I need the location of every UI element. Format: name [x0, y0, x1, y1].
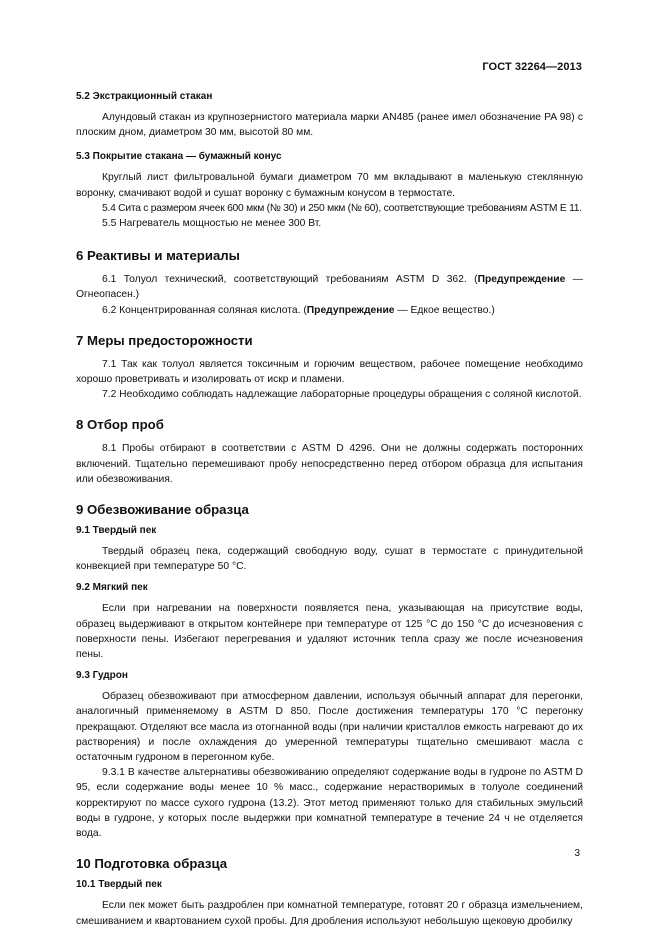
paragraph [76, 303, 583, 318]
heading-10-1: 10.1 Твердый пек [76, 879, 162, 891]
paragraph: 8.1 Пробы отбирают в соответствии с ASTM D 4296. Они не должны содержать посторонних включений. Тщательно перемешивают пробу непосредственно перед отбором образца для испытания или обезвоживания. [76, 443, 583, 485]
text: 6.1 Толуол технический, соответствующий требованиям ASTM D 362. ( [102, 274, 478, 286]
heading-9-3: 9.3 Гудрон [76, 670, 128, 682]
heading-9-2: 9.2 Мягкий пек [76, 582, 148, 594]
text: — Едкое вещество.) [394, 304, 495, 316]
section-5-3 [76, 150, 583, 231]
section-8 [76, 417, 583, 487]
paragraph: Образец обезвоживают при атмосферном давлении, используя обычный аппарат для перегонки, аналогичный применяемому в ASTM D 850. После достижения температуры 170 °C перегонку прекращают. Отделяют все масла из отогнанной воды (при наличии кристаллов емкость нагревают до их растворения) и после охлаждения до умеренной температуры тщательно смешивают масла с остаточным гудроном в перегонном кубе. [76, 691, 583, 764]
section-7 [76, 333, 583, 403]
paragraph: 5.4 Сита с размером ячеек 600 мкм (№ 30) и 250 мкм (№ 60), соответствующие требованиям ASTM E 11. [102, 202, 582, 214]
document-code: ГОСТ 32264—2013 [482, 61, 582, 73]
text: — Огнеопасен.) [76, 274, 583, 301]
page-content [76, 90, 583, 929]
paragraph: Алундовый стакан из крупнозернистого материала марки AN485 (ранее имел обозначение PA 98) с плоским дном, диаметром 30 мм, высотой 80 мм. [76, 112, 583, 139]
heading-9-1: 9.1 Твердый пек [76, 525, 157, 537]
paragraph: 5.5 Нагреватель мощностью не менее 300 Вт. [102, 218, 322, 230]
text: 6.2 Концентрированная соляная кислота. ( [102, 304, 307, 316]
section-10 [76, 856, 583, 928]
warning-label: Предупреждение [477, 274, 566, 286]
paragraph: 7.2 Необходимо соблюдать надлежащие лабораторные процедуры обращения с соляной кислотой. [102, 389, 582, 401]
paragraph: Если пек может быть раздроблен при комнатной температуре, готовят 20 г образца измельчением, смешиванием и квартованием сухой пробы. Для дробления используют небольшую щековую дробилку [76, 900, 583, 927]
heading-10: 10 Подготовка образца [76, 856, 228, 872]
paragraph [76, 272, 583, 302]
paragraph: Круглый лист фильтровальной бумаги диаметром 70 мм вкладывают в маленькую стеклянную воронку, смачивают водой и сушат воронку с бумажным конусом в термостате. [76, 172, 583, 199]
heading-9: 9 Обезвоживание образца [76, 502, 249, 518]
paragraph: 7.1 Так как толуол является токсичным и горючим веществом, рабочее помещение необходимо хорошо проветривать и изолировать от искр и пламени. [76, 358, 583, 386]
paragraph: 9.3.1 В качестве альтернативы обезвоживанию определяют содержание воды в гудроне по ASTM D 95, если содержание воды менее 10 % масс., содержание нерастворимых в толуоле соединений корректируют по массе сухого гудрона (13.2). Этот метод применяют только для стабильных эмульсий воды в гудроне, у которых после выдержки при комнатной температуре в течение 24 ч не отделяется вода. [76, 767, 583, 840]
heading-8: 8 Отбор проб [76, 417, 164, 433]
paragraph: Если при нагревании на поверхности появляется пена, указывающая на присутствие воды, образец выдерживают в открытом контейнере при температуре от 125 °C до 150 °C до исчезновения с поверхности пены. Избегают перегревания и удаляют источник тепла сразу же после исчезновения пены. [76, 603, 583, 661]
section-9 [76, 502, 583, 841]
heading-7: 7 Меры предосторожности [76, 332, 253, 348]
paragraph: Твердый образец пека, содержащий свободную воду, сушат в термостате с принудительной конвекцией при температуре 50 °C. [76, 546, 583, 573]
heading-5-2: 5.2 Экстракционный стакан [76, 91, 213, 102]
heading-6: 6 Реактивы и материалы [76, 248, 240, 264]
section-6 [76, 248, 583, 318]
page-number: 3 [574, 848, 580, 859]
warning-label: Предупреждение [306, 304, 395, 316]
section-5-2 [76, 90, 583, 140]
heading-5-3: 5.3 Покрытие стакана — бумажный конус [76, 151, 282, 163]
